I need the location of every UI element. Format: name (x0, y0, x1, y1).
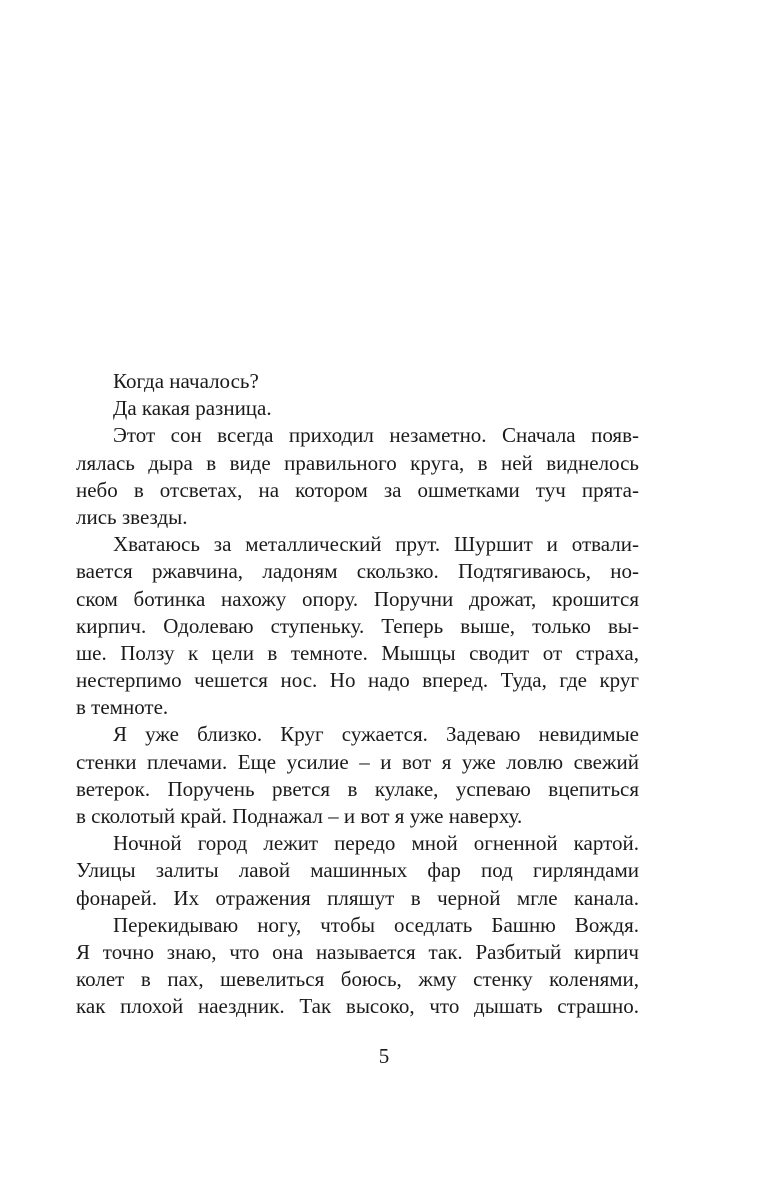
text-line: как плохой наездник. Так высоко, что дышать страшно. (76, 994, 639, 1019)
text-line: вается ржавчина, ладоням скользко. Подтягиваюсь, но- (76, 559, 639, 584)
text-line: небо в отсветах, на котором за ошметками туч прята- (76, 477, 639, 502)
text-line: Этот сон всегда приходил незаметно. Сначала появ- (113, 423, 639, 448)
text-line: в сколотый край. Поднажал – и вот я уже наверху. (76, 804, 523, 828)
text-line: Улицы залиты лавой машинных фар под гирляндами (76, 858, 639, 883)
text-line: фонарей. Их отражения пляшут в черной мгле канала. (76, 885, 639, 910)
text-line: Я уже близко. Круг сужается. Задеваю невидимые (113, 722, 639, 747)
text-line: колет в пах, шевелиться боюсь, жму стенку коленями, (76, 967, 639, 992)
text-line: ветерок. Поручень рвется в кулаке, успеваю вцепиться (76, 776, 639, 801)
text-line: нестерпимо чешется нос. Но надо вперед. Туда, где круг (76, 668, 639, 693)
page-number: 5 (378, 1044, 390, 1068)
text-line: стенки плечами. Еще усилие – и вот я уже ловлю свежий (76, 749, 639, 774)
text-line: Хватаюсь за металлический прут. Шуршит и отвали- (113, 532, 639, 557)
text-line: Когда началось? (113, 369, 259, 393)
text-line: Да какая разница. (113, 396, 272, 421)
text-line: лись звезды. (76, 504, 188, 529)
text-line: Ночной город лежит передо мной огненной картой. (113, 831, 639, 856)
text-line: кирпич. Одолеваю ступеньку. Теперь выше, только вы- (76, 613, 639, 638)
text-line: Я точно знаю, что она называется так. Разбитый кирпич (76, 939, 639, 964)
text-line: Перекидываю ногу, чтобы оседлать Башню Вождя. (113, 912, 639, 937)
text-line: ском ботинка нахожу опору. Поручни дрожат, крошится (76, 586, 639, 611)
text-line: лялась дыра в виде правильного круга, в ней виднелось (76, 450, 639, 475)
text-line: ше. Ползу к цели в темноте. Мышцы сводит от страха, (76, 640, 639, 665)
text-line: в темноте. (76, 695, 169, 720)
body-text (76, 368, 639, 1021)
